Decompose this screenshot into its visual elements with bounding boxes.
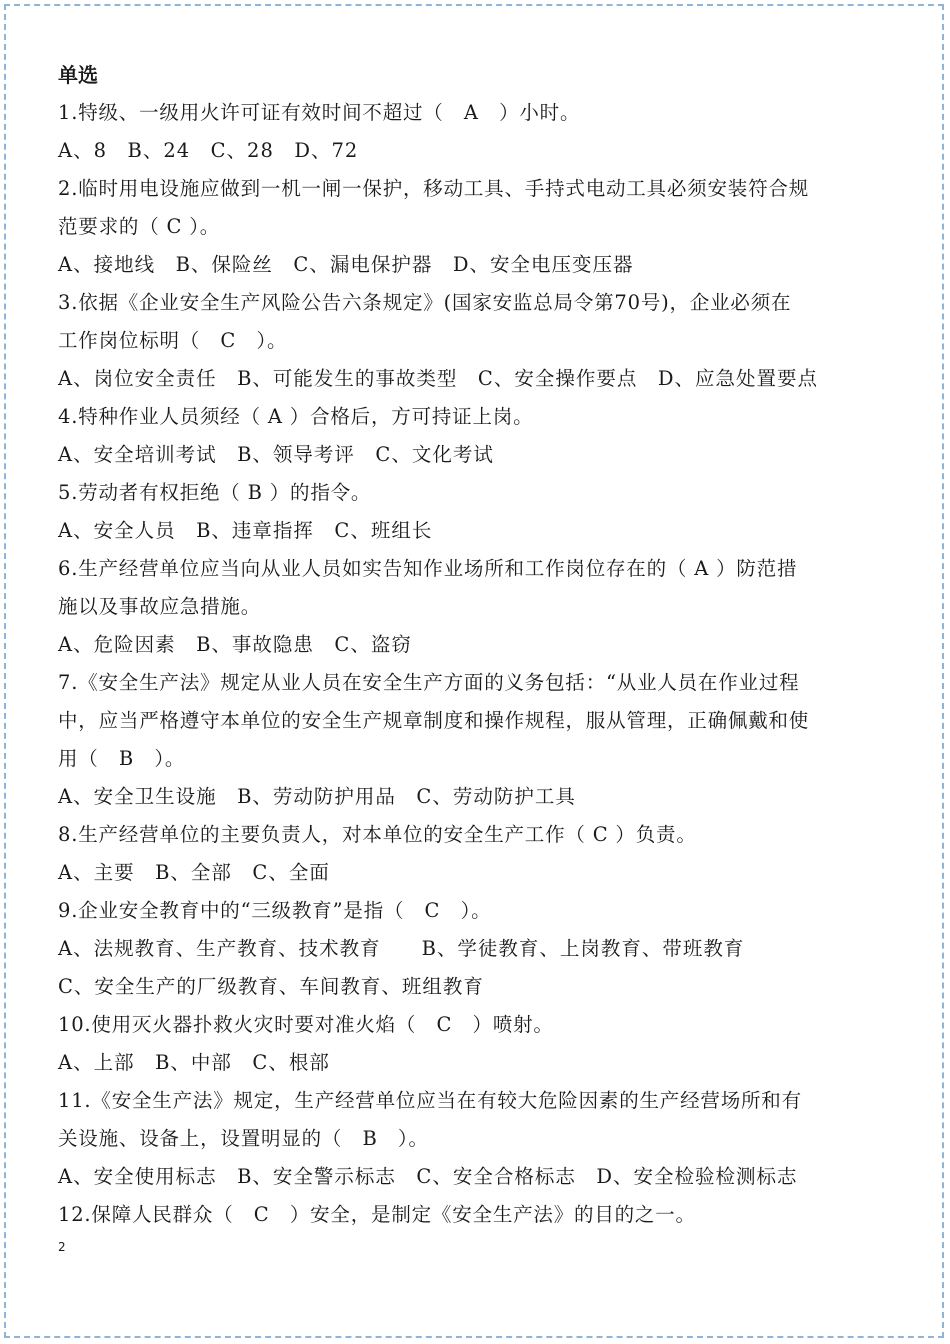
question-line: 3.依据《企业安全生产风险公告六条规定》(国家安监总局令第70号)，企业必须在 <box>58 291 792 314</box>
answer-options-line: A、上部 B、中部 C、根部 <box>58 1051 330 1074</box>
answer-options-line: A、安全使用标志 B、安全警示标志 C、安全合格标志 D、安全检验检测标志 <box>58 1165 798 1188</box>
answer-options-line: A、主要 B、全部 C、全面 <box>58 861 330 884</box>
question-line: 9.企业安全教育中的“三级教育”是指（ C ）。 <box>58 899 492 922</box>
answer-options-line: A、危险因素 B、事故隐患 C、盗窃 <box>58 633 412 656</box>
answer-options-line: A、8 B、24 C、28 D、72 <box>58 139 359 162</box>
answer-options-line: A、安全卫生设施 B、劳动防护用品 C、劳动防护工具 <box>58 785 576 808</box>
answer-options <box>58 512 888 550</box>
question-line: 施以及事故应急措施。 <box>58 595 262 618</box>
question-text <box>58 664 888 778</box>
question-line: 关设施、设备上，设置明显的（ B ）。 <box>58 1127 429 1150</box>
answer-options-line: C、安全生产的厂级教育、车间教育、班组教育 <box>58 975 484 998</box>
answer-options-line: A、安全人员 B、违章指挥 C、班组长 <box>58 519 433 542</box>
question-text <box>58 94 888 132</box>
question-text <box>58 1006 888 1044</box>
question-line: 1.特级、一级用火许可证有效时间不超过（ A ）小时。 <box>58 101 581 124</box>
answer-options <box>58 854 888 892</box>
question-text <box>58 284 888 360</box>
question-list <box>58 94 888 1234</box>
answer-options-line: A、岗位安全责任 B、可能发生的事故类型 C、安全操作要点 D、应急处置要点 <box>58 367 818 390</box>
question-2 <box>58 170 888 284</box>
answer-options <box>58 626 888 664</box>
answer-options <box>58 246 888 284</box>
question-line: 8.生产经营单位的主要负责人，对本单位的安全生产工作（ C ）负责。 <box>58 823 697 846</box>
section-title: 单选 <box>58 63 98 87</box>
question-line: 6.生产经营单位应当向从业人员如实告知作业场所和工作岗位存在的（ A ）防范措 <box>58 557 798 580</box>
question-1 <box>58 94 888 170</box>
answer-options <box>58 436 888 474</box>
answer-options <box>58 132 888 170</box>
question-text <box>58 816 888 854</box>
question-text <box>58 892 888 930</box>
question-line: 10.使用灭火器扑救火灾时要对准火焰（ C ）喷射。 <box>58 1013 554 1036</box>
answer-options <box>58 778 888 816</box>
question-9 <box>58 892 888 1006</box>
question-line: 用（ B ）。 <box>58 747 186 770</box>
question-6 <box>58 550 888 664</box>
question-12 <box>58 1196 888 1234</box>
document-content <box>58 56 888 1234</box>
answer-options <box>58 1158 888 1196</box>
answer-options <box>58 360 888 398</box>
question-line: 12.保障人民群众（ C ）安全，是制定《安全生产法》的目的之一。 <box>58 1203 696 1226</box>
question-text <box>58 1082 888 1158</box>
question-line: 工作岗位标明（ C ）。 <box>58 329 288 352</box>
question-7 <box>58 664 888 816</box>
question-11 <box>58 1082 888 1196</box>
answer-options-line: A、安全培训考试 B、领导考评 C、文化考试 <box>58 443 494 466</box>
question-4 <box>58 398 888 474</box>
question-line: 7.《安全生产法》规定从业人员在安全生产方面的义务包括：“从业人员在作业过程 <box>58 671 800 694</box>
question-8 <box>58 816 888 892</box>
question-line: 11.《安全生产法》规定，生产经营单位应当在有较大危险因素的生产经营场所和有 <box>58 1089 802 1112</box>
question-line: 4.特种作业人员须经（ A ）合格后，方可持证上岗。 <box>58 405 534 428</box>
question-line: 2.临时用电设施应做到一机一闸一保护，移动工具、手持式电动工具必须安装符合规 <box>58 177 810 200</box>
question-text <box>58 398 888 436</box>
question-text <box>58 170 888 246</box>
question-line: 范要求的（ C ）。 <box>58 215 221 238</box>
question-line: 中，应当严格遵守本单位的安全生产规章制度和操作规程，服从管理，正确佩戴和使 <box>58 709 810 732</box>
question-10 <box>58 1006 888 1082</box>
answer-options <box>58 1044 888 1082</box>
question-5 <box>58 474 888 550</box>
question-text <box>58 1196 888 1234</box>
answer-options-line: A、法规教育、生产教育、技术教育 B、学徒教育、上岗教育、带班教育 <box>58 937 745 960</box>
question-line: 5.劳动者有权拒绝（ B ）的指令。 <box>58 481 372 504</box>
question-text <box>58 474 888 512</box>
page-number: 2 <box>58 1240 66 1254</box>
question-3 <box>58 284 888 398</box>
answer-options <box>58 930 888 1006</box>
answer-options-line: A、接地线 B、保险丝 C、漏电保护器 D、安全电压变压器 <box>58 253 634 276</box>
question-text <box>58 550 888 626</box>
